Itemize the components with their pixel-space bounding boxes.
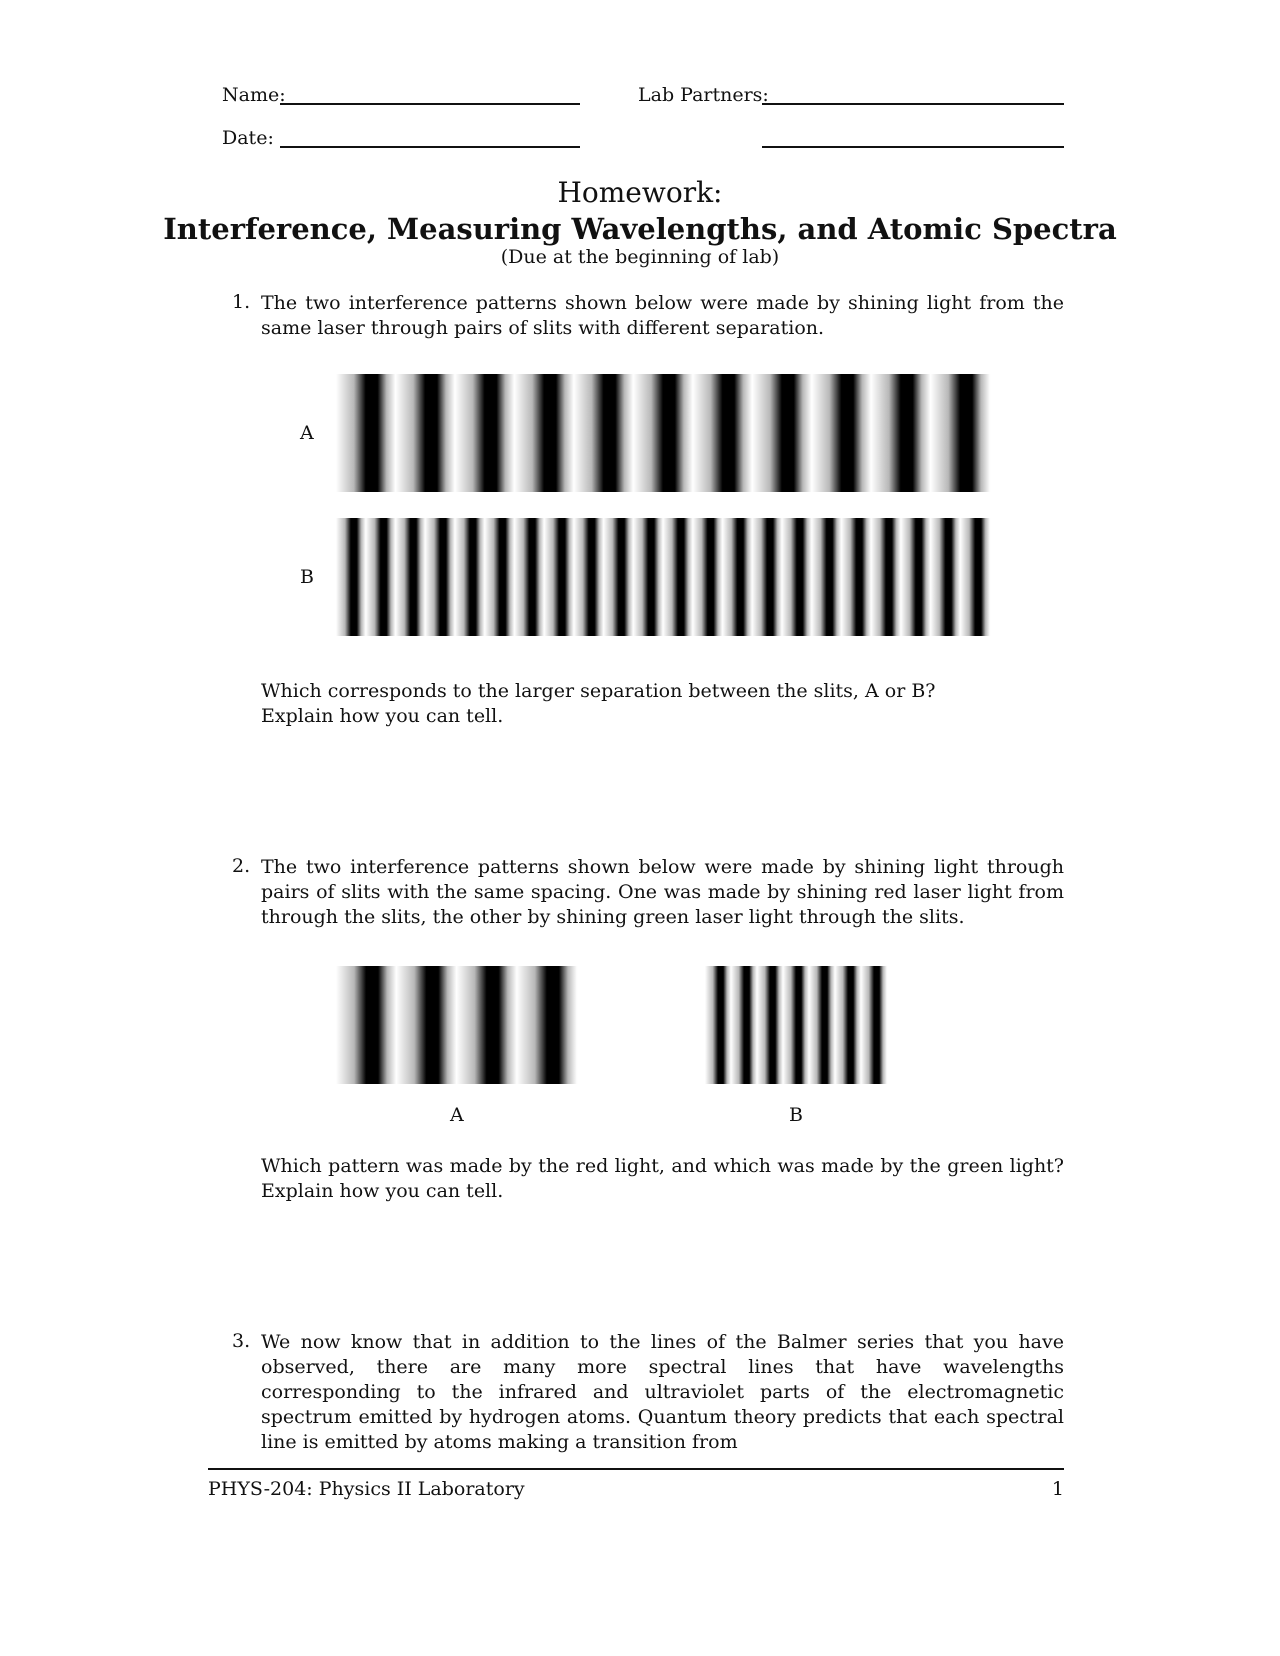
pattern-label-b: B: [300, 566, 314, 588]
fringe: [931, 518, 961, 636]
question-number: 1.: [232, 291, 251, 313]
fringe: [752, 374, 812, 492]
fringe: [931, 374, 991, 492]
fringe: [514, 518, 544, 636]
fringe: [336, 518, 366, 636]
fringe: [841, 518, 871, 636]
fringe: [809, 966, 836, 1084]
homework-title: Interference, Measuring Wavelengths, and Atomic Spectra: [163, 212, 1117, 246]
interference-pattern-a: [336, 966, 577, 1084]
fringe: [517, 966, 578, 1084]
fringe: [514, 374, 574, 492]
fringe: [485, 518, 515, 636]
question-1-prompt: Which corresponds to the larger separation between the slits, A or B?: [261, 680, 936, 702]
fringe: [633, 374, 693, 492]
fringe: [663, 518, 693, 636]
pattern-label-a: A: [300, 422, 314, 444]
fringe: [783, 966, 810, 1084]
pattern-label-b: B: [789, 1104, 803, 1126]
fringe: [395, 518, 425, 636]
due-note: (Due at the beginning of lab): [500, 246, 780, 268]
fringe: [366, 518, 396, 636]
fringe: [731, 966, 758, 1084]
pattern-label-a: A: [450, 1104, 464, 1126]
fringe: [705, 966, 732, 1084]
interference-pattern-b: [336, 518, 990, 636]
fringe: [455, 374, 515, 492]
lab-partners-label: Lab Partners:: [638, 84, 769, 106]
name-label: Name:: [222, 84, 286, 106]
fringe: [574, 374, 634, 492]
fringe: [425, 518, 455, 636]
fringe: [812, 374, 872, 492]
footer-course: PHYS-204: Physics II Laboratory: [208, 1478, 525, 1500]
question-3-text: We now know that in addition to the lines of the Balmer series that you have observed, there are many more spectral lines that have wavelengths corresponding to the infrared and ultraviolet parts of the electromagnetic spectrum emitted by hydrogen atoms. Quantum theory predicts that each spectral line is emitted by atoms making a transition from: [261, 1331, 1064, 1453]
fringe: [455, 518, 485, 636]
homework-heading: Homework:: [557, 176, 723, 209]
lab-partners-field-line-2[interactable]: [762, 146, 1064, 148]
fringe: [395, 374, 455, 492]
interference-pattern-a: [336, 374, 990, 492]
fringe: [871, 374, 931, 492]
fringe: [336, 966, 397, 1084]
fringe: [752, 518, 782, 636]
question-number: 3.: [232, 1330, 251, 1352]
footer-rule: [208, 1468, 1064, 1470]
fringe: [633, 518, 663, 636]
question-2-text: The two interference patterns shown below were made by shining light through pairs of slits with the same spacing. One was made by shining red laser light from through the slits, the other by shining green laser light through the slits.: [261, 856, 1064, 928]
question-2-prompt: Which pattern was made by the red light, and which was made by the green light? Explain how you can tell.: [261, 1155, 1064, 1202]
question-1-prompt-explain: Explain how you can tell.: [261, 705, 504, 727]
fringe: [861, 966, 888, 1084]
name-field-line[interactable]: [280, 103, 580, 105]
fringe: [693, 374, 753, 492]
fringe: [722, 518, 752, 636]
fringe: [812, 518, 842, 636]
fringe: [693, 518, 723, 636]
lab-partners-field-line-1[interactable]: [762, 103, 1064, 105]
fringe: [782, 518, 812, 636]
date-label: Date:: [222, 127, 274, 149]
fringe: [396, 966, 457, 1084]
fringe: [871, 518, 901, 636]
question-1-text: The two interference patterns shown below were made by shining light from the same laser through pairs of slits with different separation.: [261, 292, 1064, 339]
question-number: 2.: [232, 855, 251, 877]
fringe: [574, 518, 604, 636]
fringe: [604, 518, 634, 636]
fringe: [544, 518, 574, 636]
fringe: [757, 966, 784, 1084]
date-field-line[interactable]: [280, 146, 580, 148]
fringe: [336, 374, 396, 492]
fringe: [835, 966, 862, 1084]
fringe: [457, 966, 518, 1084]
footer-page-number: 1: [1051, 1478, 1064, 1500]
interference-pattern-b: [705, 966, 887, 1084]
fringe: [960, 518, 990, 636]
fringe: [901, 518, 931, 636]
